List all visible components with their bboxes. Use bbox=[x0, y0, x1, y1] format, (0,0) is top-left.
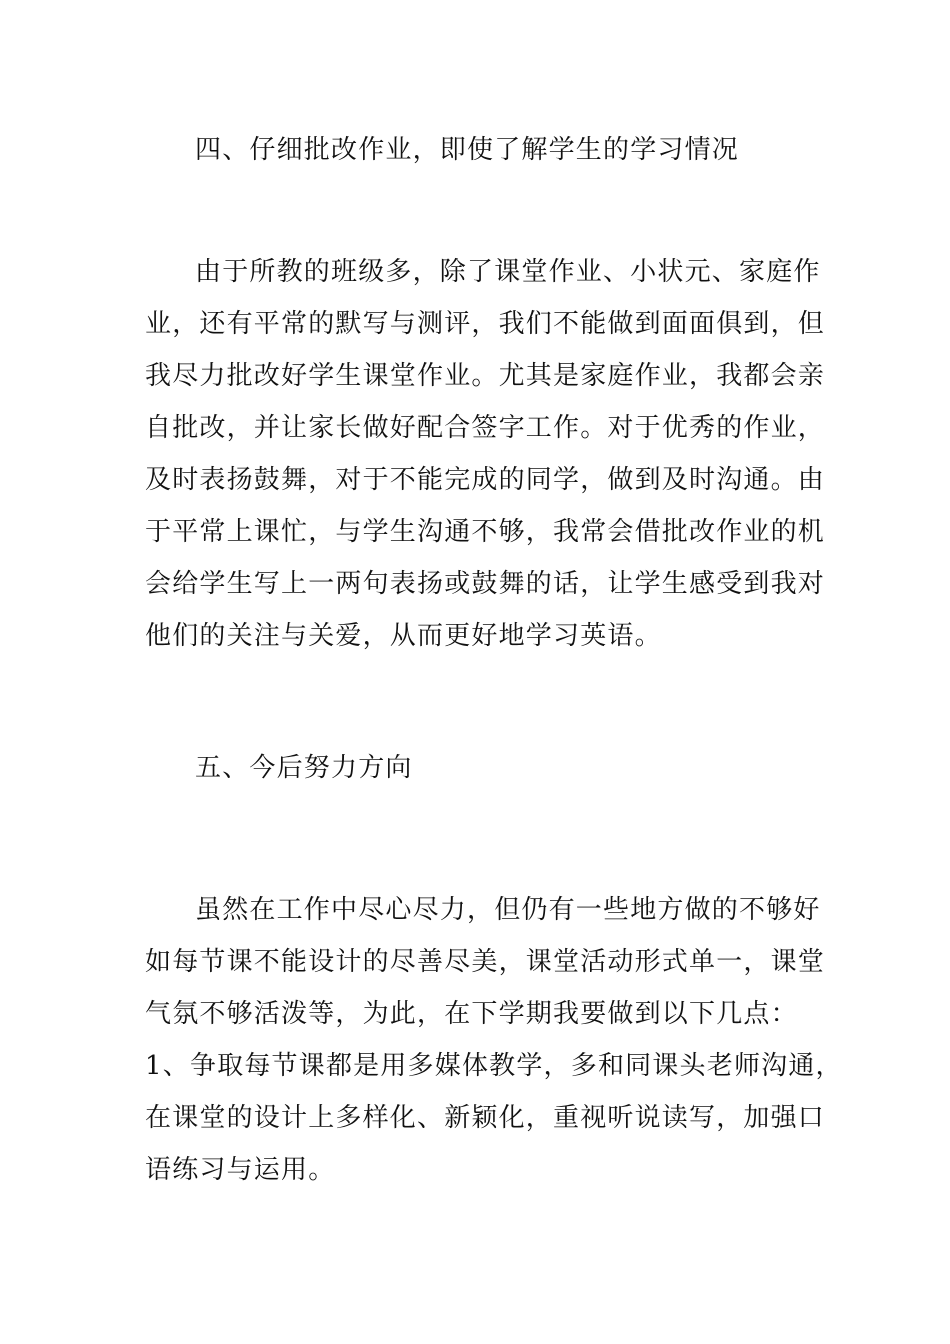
paragraph-line: 由于所教的班级多，除了课堂作业、小状元、家庭作 bbox=[195, 257, 821, 287]
section-5-heading: 五、今后努力方向 bbox=[195, 753, 413, 783]
paragraph-line: 及时表扬鼓舞，对于不能完成的同学，做到及时沟通。由 bbox=[145, 465, 826, 495]
paragraph-line: 虽然在工作中尽心尽力，但仍有一些地方做的不够好 bbox=[195, 895, 821, 925]
section-4-heading: 四、仔细批改作业，即使了解学生的学习情况 bbox=[195, 135, 740, 165]
paragraph-line: 自批改，并让家长做好配合签字工作。对于优秀的作业， bbox=[145, 413, 826, 443]
paragraph-line: 1、争取每节课都是用多媒体教学，多和同课头老师沟通， bbox=[145, 1051, 843, 1081]
paragraph-line: 语练习与运用。 bbox=[145, 1155, 336, 1185]
paragraph-line: 他们的关注与关爱，从而更好地学习英语。 bbox=[145, 621, 662, 651]
paragraph-line: 我尽力批改好学生课堂作业。尤其是家庭作业，我都会亲 bbox=[145, 361, 826, 391]
paragraph-line: 业，还有平常的默写与测评，我们不能做到面面俱到，但 bbox=[145, 309, 826, 339]
paragraph-line: 会给学生写上一两句表扬或鼓舞的话，让学生感受到我对 bbox=[145, 569, 826, 599]
paragraph-line: 在课堂的设计上多样化、新颖化，重视听说读写，加强口 bbox=[145, 1103, 826, 1133]
paragraph-line: 于平常上课忙，与学生沟通不够，我常会借批改作业的机 bbox=[145, 517, 826, 547]
paragraph-line: 气氛不够活泼等，为此，在下学期我要做到以下几点： bbox=[145, 999, 798, 1029]
paragraph-line: 如每节课不能设计的尽善尽美，课堂活动形式单一，课堂 bbox=[145, 947, 826, 977]
